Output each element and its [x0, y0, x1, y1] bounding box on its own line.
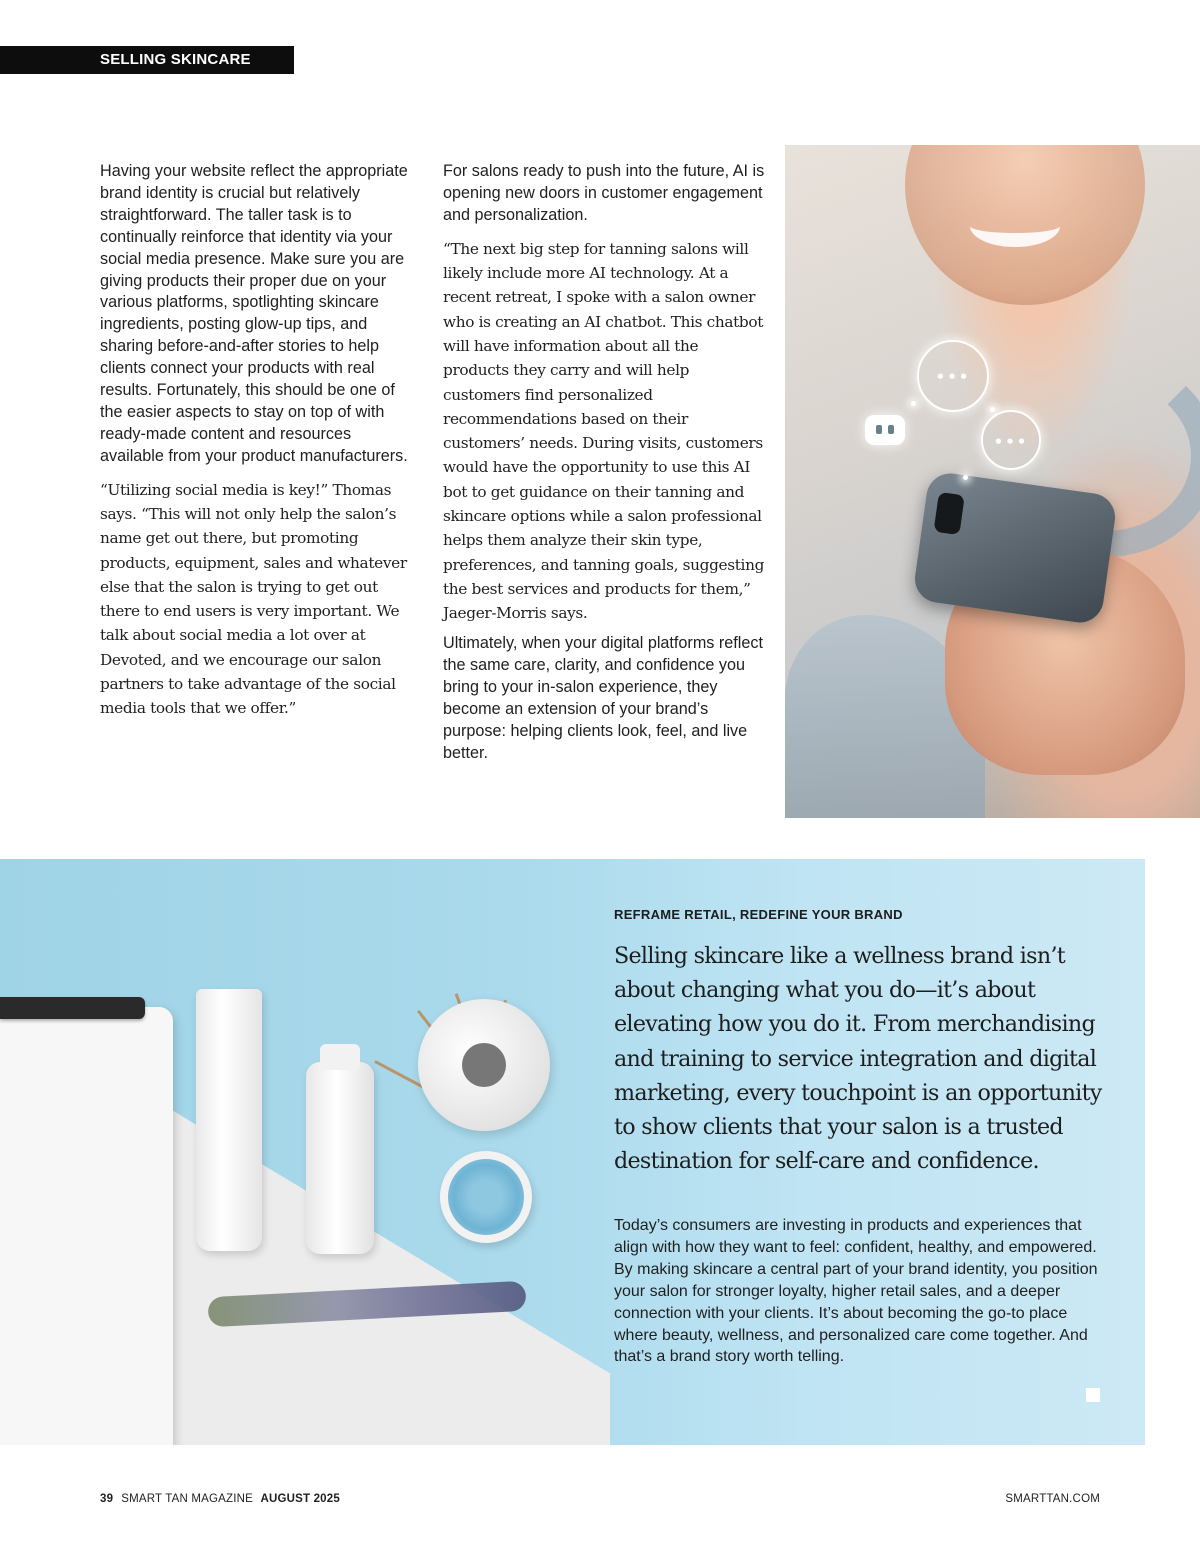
column2-quote: “The next big step for tanning salons will likely include more AI technology. At a recent retreat, I spoke with a salon owner who is creating an AI chatbot. This chatbot will have information about all the products they carry and will help customers find personalized recommendations based on their customers’ needs. During visits, customers would have the opportunity to use this AI bot to get guidance on their tanning and skincare options while a salon professional helps them analyze their skin type, preferences, and tanning goals, suggesting the best services and products for them,” Jaeger-Morris says.	[443, 239, 765, 623]
smile-shape	[970, 205, 1060, 247]
chat-dots-small: •••	[993, 433, 1029, 452]
cream-tube-illustration	[196, 989, 262, 1251]
clipboard-clip	[0, 997, 145, 1019]
panel-kicker: REFRAME RETAIL, REDEFINE YOUR BRAND	[614, 907, 903, 922]
page-number: 39	[100, 1493, 114, 1505]
article-column-2	[443, 161, 765, 765]
camera-lens	[934, 492, 965, 535]
chat-dots: •••	[935, 367, 971, 386]
magazine-name: SMART TAN MAGAZINE	[121, 1493, 254, 1505]
sparkle-icon	[911, 401, 916, 406]
diffuser-vase-illustration	[418, 999, 550, 1131]
sparkle-icon	[963, 475, 968, 480]
footer-site: SMARTTAN.COM	[1005, 1493, 1100, 1505]
clipboard-illustration	[0, 1007, 173, 1445]
column2-intro: For salons ready to push into the future, AI is opening new doors in customer engagement and personalization.	[443, 162, 765, 224]
robot-icon	[865, 415, 905, 445]
woman-using-phone-photo	[785, 145, 1200, 818]
bath-salt-bowl-illustration	[440, 1151, 532, 1243]
end-mark-icon	[1086, 1388, 1100, 1402]
chat-bubble-icon-small	[981, 410, 1041, 470]
section-tag: SELLING SKINCARE	[0, 46, 294, 74]
column2-closing: Ultimately, when your digital platforms reflect the same care, clarity, and confidence you bring to your in-salon experience, they become an extension of your brand’s purpose: helping clients look, feel, and live better.	[443, 634, 763, 762]
chat-bubble-icon	[917, 340, 989, 412]
sparkle-icon	[990, 407, 995, 412]
sidebar-panel	[0, 859, 1145, 1445]
column1-quote: “Utilizing social media is key!” Thomas says. “This will not only help the salon’s name get out there, but promoting products, equipment, sales and whatever else that the salon is trying to get out there to end users is very important. We talk about social media a lot over at Devoted, and we encourage our salon partners to take advantage of the social media tools that we offer.”	[100, 480, 407, 718]
article-column-1	[100, 161, 412, 721]
panel-lede: Selling skincare like a wellness brand isn’t about changing what you do—it’s about elevating how you do it. From merchandising and training to service integration and digital marketing, every touchpoint is an opportunity to show clients that your salon is a trusted destination for self-care and confidence.	[614, 943, 1102, 1175]
column1-paragraph: Having your website reflect the appropriate brand identity is crucial but relatively straightforward. The taller task is to continually reinforce that identity via your social media presence. Make sure you are giving products their proper due on your various platforms, spotlighting skincare ingredients, posting glow-up tips, and sharing before-and-after stories to help clients connect your products with real results. Fortunately, this should be one of the easier aspects to stay on top of with ready-made content and resources available from your product manufacturers.	[100, 162, 408, 465]
issue-date: AUGUST 2025	[260, 1493, 340, 1505]
smartphone-shape	[912, 470, 1118, 625]
lotion-bottle-illustration	[306, 1062, 374, 1254]
panel-body: Today’s consumers are investing in products and experiences that align with how they want to feel: confident, healthy, and empowered. By making skincare a central part of your brand identity, you position your salon for stronger loyalty, higher retail sales, and a deeper connection with your clients. It’s about becoming the go-to place where beauty, wellness, and personalized care come together. And that’s a brand story worth telling.	[614, 1217, 1098, 1366]
footer-left	[100, 1493, 340, 1505]
